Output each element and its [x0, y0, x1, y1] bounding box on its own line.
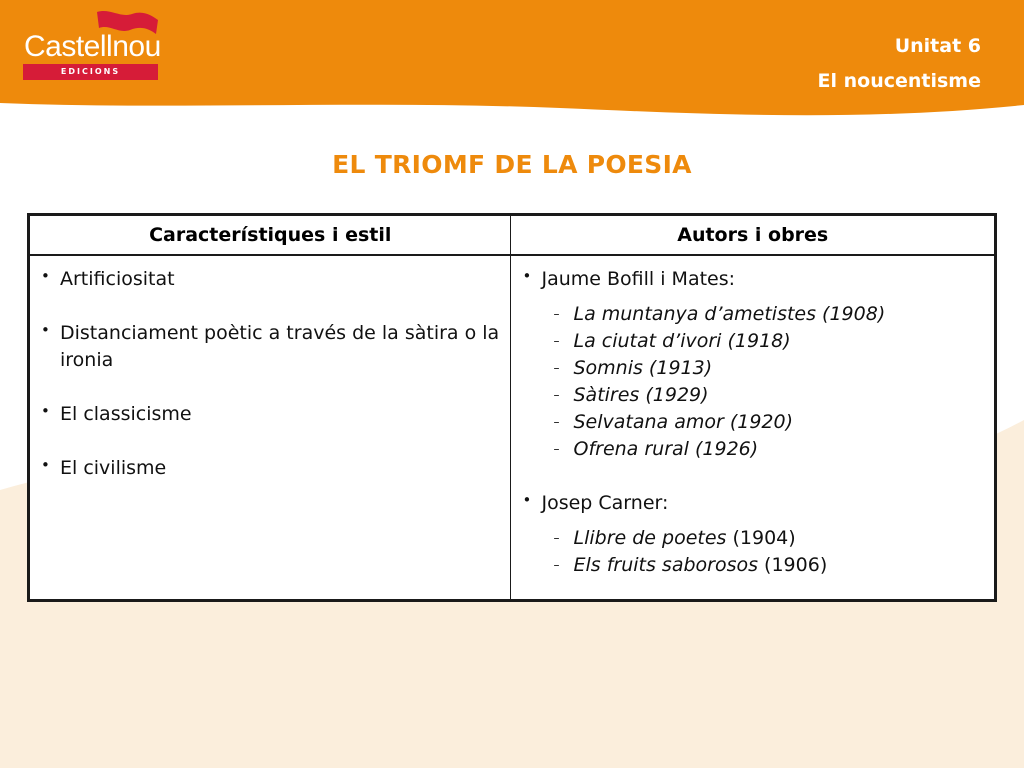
- table-row: [29, 255, 996, 601]
- works-list: [519, 525, 986, 579]
- works-list: [519, 301, 986, 463]
- work-title: Selvatana amor (1920): [573, 410, 794, 433]
- work-title: Els fruits saborosos: [573, 553, 759, 576]
- logo-name: Castellnou: [24, 30, 161, 63]
- work-item: [519, 328, 986, 355]
- author-name: • Josep Carner:: [519, 490, 986, 517]
- list-item: • Distanciament poètic a través de la sàtira o la ironia: [38, 320, 502, 374]
- list-item: • El classicisme: [38, 401, 502, 428]
- work-item: [519, 301, 986, 328]
- work-year: (1906): [758, 553, 828, 576]
- characteristics-list: [38, 266, 502, 482]
- work-item: [519, 409, 986, 436]
- work-item: [519, 525, 986, 552]
- characteristics-cell: [29, 255, 511, 601]
- authors-cell: [511, 255, 996, 601]
- work-title: La muntanya d’ametistes (1908): [573, 302, 886, 325]
- work-item: [519, 355, 986, 382]
- column-header-authors: Autors i obres: [511, 215, 996, 256]
- content-table: [27, 213, 997, 602]
- list-item: • El civilisme: [38, 455, 502, 482]
- author-name: • Jaume Bofill i Mates:: [519, 266, 986, 293]
- logo-subtitle: EDICIONS: [60, 67, 121, 76]
- spacer: [519, 463, 986, 490]
- table-header-row: [29, 215, 996, 256]
- work-title: Ofrena rural (1926): [573, 437, 759, 460]
- list-item: • Artificiositat: [38, 266, 502, 293]
- unit-label: Unitat 6: [894, 35, 981, 57]
- work-item: [519, 552, 986, 579]
- work-title: Somnis (1913): [573, 356, 713, 379]
- work-year: (1904): [726, 526, 796, 549]
- page-title: EL TRIOMF DE LA POESIA: [332, 150, 692, 179]
- column-header-characteristics: Característiques i estil: [29, 215, 511, 256]
- work-title: Sàtires (1929): [573, 383, 709, 406]
- castellnou-logo: [22, 8, 162, 80]
- work-title: Llibre de poetes: [573, 526, 727, 549]
- work-item: [519, 436, 986, 463]
- work-item: [519, 382, 986, 409]
- topic-label: El noucentisme: [817, 70, 981, 92]
- work-title: La ciutat d’ivori (1918): [573, 329, 791, 352]
